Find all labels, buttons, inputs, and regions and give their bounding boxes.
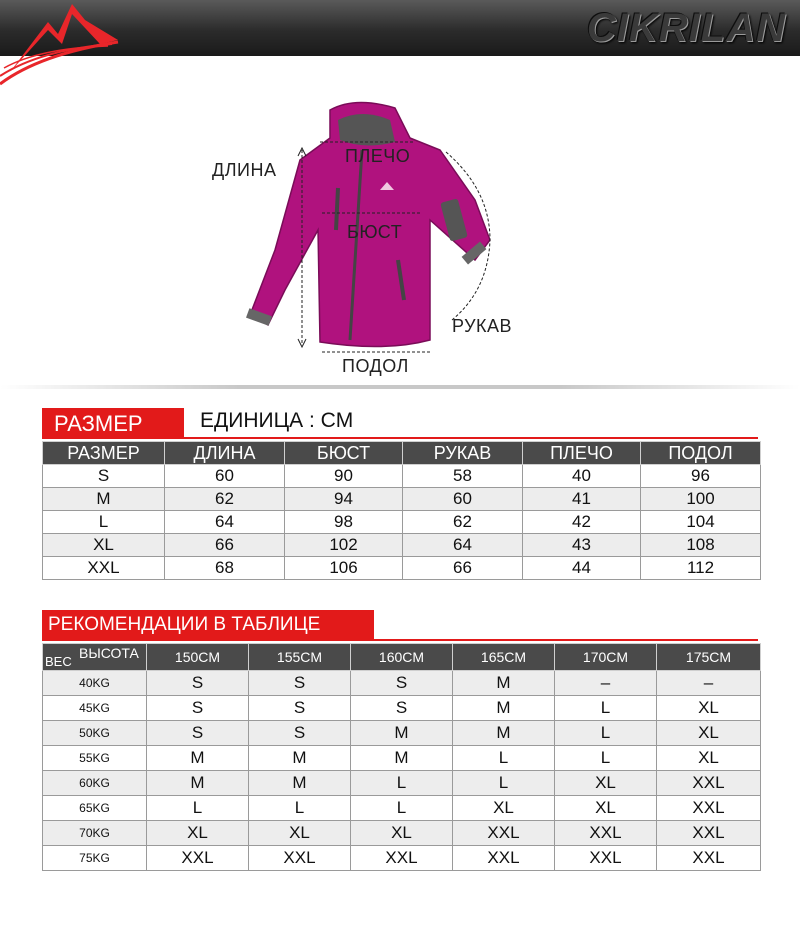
table-cell: L [147,796,249,821]
table-row [43,465,761,488]
table-cell: 64 [403,534,523,557]
table-cell: 68 [165,557,285,580]
table-cell: 66 [403,557,523,580]
table-cell: 58 [403,465,523,488]
recommend-title-underline [42,639,758,641]
table-cell: XXL [555,846,657,871]
table-cell: L [351,771,453,796]
table-cell: L [43,511,165,534]
table-cell: XXL [555,821,657,846]
size-title-underline [42,437,758,439]
table-cell: 90 [285,465,403,488]
size-chart-table [42,441,761,580]
table-cell: M [351,746,453,771]
header-size: РАЗМЕР [43,442,165,465]
bust-label: БЮСТ [347,222,403,242]
table-cell: L [249,796,351,821]
height-header: 155CM [249,644,351,671]
table-cell: M [43,488,165,511]
table-row [43,671,761,696]
table-cell: S [147,671,249,696]
weight-cell: 75KG [43,846,147,871]
unit-label: ЕДИНИЦА : CM [200,409,354,432]
table-cell: M [453,721,555,746]
table-cell: XXL [657,846,761,871]
table-cell: XXL [249,846,351,871]
table-cell: 102 [285,534,403,557]
table-cell: XL [453,796,555,821]
table-cell: 43 [523,534,641,557]
table-cell: L [555,721,657,746]
table-cell: 108 [641,534,761,557]
height-header: 165CM [453,644,555,671]
table-cell: L [351,796,453,821]
table-cell: XL [249,821,351,846]
table-cell: XXL [657,771,761,796]
table-cell: L [555,746,657,771]
table-row [43,771,761,796]
table-cell: 94 [285,488,403,511]
table-cell: 100 [641,488,761,511]
corner-header [43,644,147,671]
table-cell: 60 [165,465,285,488]
height-corner-label: ВЫСОТА [79,645,139,661]
weight-corner-label: ВЕС [45,654,72,669]
table-cell: XXL [147,846,249,871]
height-header: 160CM [351,644,453,671]
table-row [43,557,761,580]
table-row [43,746,761,771]
header-hem: ПОДОЛ [641,442,761,465]
hem-label: ПОДОЛ [342,356,409,376]
table-cell: XXL [657,821,761,846]
table-cell: XL [657,696,761,721]
size-table-header-row [43,442,761,465]
table-cell: XXL [351,846,453,871]
table-cell: M [147,746,249,771]
table-cell: S [249,721,351,746]
table-cell: S [43,465,165,488]
table-cell: XL [555,796,657,821]
table-cell: XL [657,746,761,771]
table-row [43,488,761,511]
table-cell: M [453,671,555,696]
table-cell: S [351,671,453,696]
table-cell: M [249,771,351,796]
height-header: 170CM [555,644,657,671]
weight-cell: 70KG [43,821,147,846]
height-header: 175CM [657,644,761,671]
table-cell: 62 [165,488,285,511]
table-row [43,821,761,846]
weight-cell: 55KG [43,746,147,771]
table-row [43,534,761,557]
recommend-size-table [42,643,761,871]
table-cell: XXL [43,557,165,580]
table-cell: 40 [523,465,641,488]
brand-name: CIKRILAN [586,6,786,50]
table-cell: 106 [285,557,403,580]
section-divider [0,385,800,389]
table-cell: XL [351,821,453,846]
recommend-header-row [43,644,761,671]
table-row [43,721,761,746]
table-cell: – [657,671,761,696]
table-cell: XXL [453,821,555,846]
table-cell: 64 [165,511,285,534]
table-cell: S [249,671,351,696]
table-cell: XL [147,821,249,846]
table-cell: S [147,696,249,721]
table-cell: 44 [523,557,641,580]
header-length: ДЛИНА [165,442,285,465]
table-cell: XXL [657,796,761,821]
table-cell: XL [555,771,657,796]
table-cell: 104 [641,511,761,534]
table-row [43,696,761,721]
weight-cell: 65KG [43,796,147,821]
table-cell: XXL [453,846,555,871]
sleeve-label: РУКАВ [452,316,513,336]
table-cell: XL [657,721,761,746]
table-cell: L [453,746,555,771]
header-bust: БЮСТ [285,442,403,465]
table-cell: S [351,696,453,721]
size-section-title: РАЗМЕР [42,408,184,438]
shoulder-label: ПЛЕЧО [345,146,411,166]
table-cell: M [147,771,249,796]
table-cell: – [555,671,657,696]
table-cell: 96 [641,465,761,488]
table-cell: 42 [523,511,641,534]
table-row [43,796,761,821]
table-cell: S [147,721,249,746]
table-cell: 62 [403,511,523,534]
table-cell: XL [43,534,165,557]
table-row [43,846,761,871]
recommend-section-title: РЕКОМЕНДАЦИИ В ТАБЛИЦЕ [42,610,374,640]
table-cell: M [351,721,453,746]
header-shoulder: ПЛЕЧО [523,442,641,465]
table-row [43,511,761,534]
table-cell: L [453,771,555,796]
mountain-logo-icon [0,0,130,90]
header-sleeve: РУКАВ [403,442,523,465]
table-cell: 41 [523,488,641,511]
table-cell: 66 [165,534,285,557]
height-header: 150CM [147,644,249,671]
table-cell: M [453,696,555,721]
weight-cell: 45KG [43,696,147,721]
weight-cell: 60KG [43,771,147,796]
table-cell: 60 [403,488,523,511]
table-cell: S [249,696,351,721]
table-cell: L [555,696,657,721]
weight-cell: 50KG [43,721,147,746]
table-cell: 98 [285,511,403,534]
table-cell: M [249,746,351,771]
weight-cell: 40KG [43,671,147,696]
length-label: ДЛИНА [212,160,277,180]
table-cell: 112 [641,557,761,580]
